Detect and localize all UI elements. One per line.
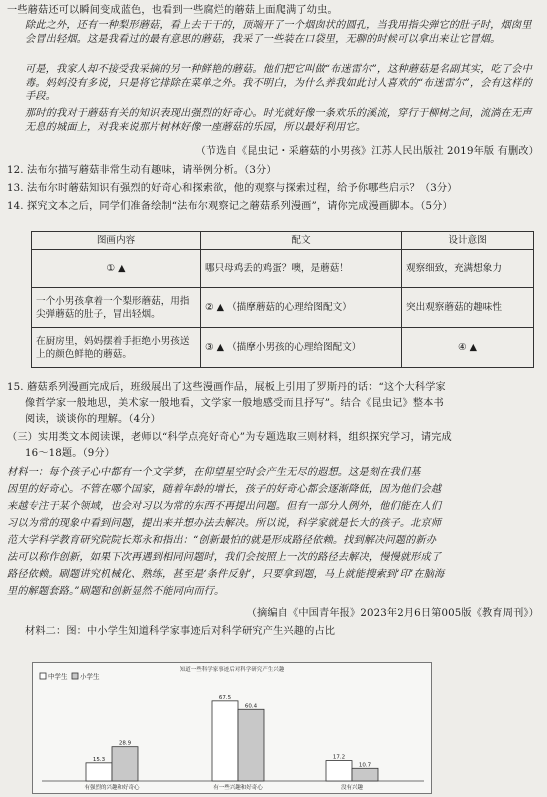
bar [326, 761, 352, 781]
bar [238, 709, 264, 781]
material-2-title: 材料二：图：中小学生知道科学家事迹后对科学研究产生兴趣的占比 [25, 626, 336, 637]
section-3-intro-1: （三）实用类文本阅读课，老师以“科学点亮好奇心”为专题选取三则材料，组织探究学习，请完成 [7, 432, 452, 443]
category-label: 有一些兴趣和好奇心 [213, 785, 263, 791]
table-cell-intent: 观察细致，充满想象力 [402, 250, 534, 288]
material-1-line: 材料一：每个孩子心中都有一个文学梦，在仰望星空时会产生无尽的遐想。这是刻在我们基 [7, 467, 421, 478]
table-header: 配文 [201, 232, 402, 250]
table-cell-caption: 哪只母鸡丢的鸡蛋？噢，是蘑菇！ [201, 250, 402, 288]
question-14: 14. 探究文本之后，同学们准备绘制“法布尔观察记之蘑菇系列漫画”，请你完成漫画脚本。（5分） [7, 201, 453, 212]
material-1-line: 法可以称作创新，如果下次再遇到相同问题时，我们会按照上一次的路径去解决，慢慢就形成了 [7, 552, 442, 563]
comic-script-table [31, 231, 534, 368]
passage-source: （节选自《昆虫记・采蘑菇的小男孩》江苏人民出版社 2019年版 有删改） [195, 146, 539, 157]
material-1-line: 范大学科学教育研究院院长郑永和指出：“创新最怕的就是形成路径依赖。找到解决问题的新办 [7, 535, 437, 546]
material-1-line: 习以为常的现象中看到问题，提出来并想办法去解决。所以说，科学家就是长大的孩子。北京师 [7, 518, 442, 529]
table-cell-caption: ② ▲ （描摩蘑菇的心理给图配文） [201, 288, 402, 328]
question-15-line-1: 15. 蘑菇系列漫画完成后，班级展出了这些漫画作品，展板上引用了罗斯丹的话：“这个大科学家 [7, 382, 446, 393]
section-3-intro-2: 16～18题。（9分） [25, 448, 116, 459]
table-header: 图画内容 [32, 232, 201, 250]
bar [112, 747, 138, 781]
legend-swatch [40, 673, 46, 679]
legend-swatch [72, 673, 78, 679]
material-1-line: 路径依赖。刷题讲究机械化、熟练，甚至是‘条件反射’，只要拿到题，马上就能搜索到‘印’在脑海 [7, 569, 445, 580]
material-1-line: 里的解题套路。”刷题和创新显然不能同向而行。 [7, 586, 225, 597]
chart-title: 知道一些科学家事迹后对科学研究产生兴趣 [179, 667, 285, 673]
material-1-line: 来越专注于某个领域，也会对习以为常的东西不再提出问题。但有一部分人例外，他们能在人们 [7, 501, 442, 512]
table-header-row [32, 232, 534, 250]
question-13: 13. 法布尔时蘑菇知识有强烈的好奇心和探索欲，他的观察与探索过程，给予你哪些启示？（3分） [7, 183, 458, 194]
table-row [32, 328, 534, 368]
data-label: 60.4 [244, 703, 258, 710]
data-label: 10.7 [358, 762, 372, 769]
question-15-line-3: 阅读，谈谈你的理解。（4分） [25, 414, 161, 425]
data-label: 15.3 [92, 756, 106, 763]
material-1-source: （摘编自《中国青年报》2023年2月6日第005版《教育周刊》） [246, 608, 539, 619]
table-row [32, 250, 534, 288]
table-cell-intent: ④ ▲ [402, 328, 534, 368]
table-cell-caption: ③ ▲ （描摩小男孩的心理给图配文） [201, 328, 402, 368]
bar [352, 768, 378, 781]
question-15-line-2: 像哲学家一般地思，美术家一般地看，文学家一般地感受而且抒写”。结合《昆虫记》整本书 [25, 398, 444, 409]
material-1-line: 因里的好奇心。不管在哪个国家，随着年龄的增长，孩子的好奇心都会逐渐降低，因为他们会越 [7, 484, 442, 495]
question-12: 12. 法布尔描写蘑菇非常生动有趣味，请举例分析。（3分） [7, 165, 277, 176]
bar [86, 763, 112, 781]
table-cell-intent: 突出观察蘑菇的趣味性 [402, 288, 534, 328]
table-cell-picture: ① ▲ [32, 250, 201, 288]
passage-paragraph-4: 那时的我对于蘑菇有关的知识表现出强烈的好奇心。时光就好像一条欢乐的溪流，穿行于柳树之间，流淌在无声无息的城面上，对我来说那片树林好像一座蘑菇的乐园，所以最好利用它。 [25, 108, 532, 133]
legend-label: 中学生 [48, 672, 68, 681]
data-label: 28.9 [118, 740, 132, 747]
table-cell-picture: 一个小男孩拿着一个梨形蘑菇，用指尖弹蘑菇的肚子，冒出轻烟。 [32, 288, 201, 328]
category-label: 有强烈的兴趣和好奇心 [84, 785, 140, 791]
passage-paragraph-3: 可是，我家人却不接受我采摘的另一种鲜艳的蘑菇。他们把它叫做“布迷雷尔”，这种蘑菇是名副其实，吃了会中毒。妈妈没有多说，只是将它排除在菜单之外。我不明白，为什么养我如此讨人喜欢的“布迷雷尔”，会有这样的手段。 [25, 64, 532, 102]
data-label: 67.5 [218, 694, 232, 701]
table-cell-picture: 在厨房里，妈妈摆着手拒绝小男孩送上的颜色鲜艳的蘑菇。 [32, 328, 201, 368]
interest-bar-chart [32, 662, 432, 794]
passage-paragraph-2: 除此之外，还有一种梨形蘑菇，看上去干干的，顶端开了一个烟囱状的圆孔，当我用指尖弹它的肚子时，烟囱里会冒出轻烟。这是我看过的最有意思的蘑菇，我采了一些装在口袋里，无聊的时候可以拿出来让它冒烟。 [25, 20, 532, 45]
table-header: 设计意图 [402, 232, 534, 250]
legend-label: 小学生 [80, 672, 100, 681]
bar [212, 701, 238, 781]
table-row [32, 288, 534, 328]
category-label: 没有兴趣 [340, 785, 364, 791]
passage-line-1: 一些蘑菇还可以瞬间变成蓝色，也看到一些腐烂的蘑菇上面爬满了幼虫。 [7, 5, 338, 16]
data-label: 17.2 [332, 754, 346, 761]
